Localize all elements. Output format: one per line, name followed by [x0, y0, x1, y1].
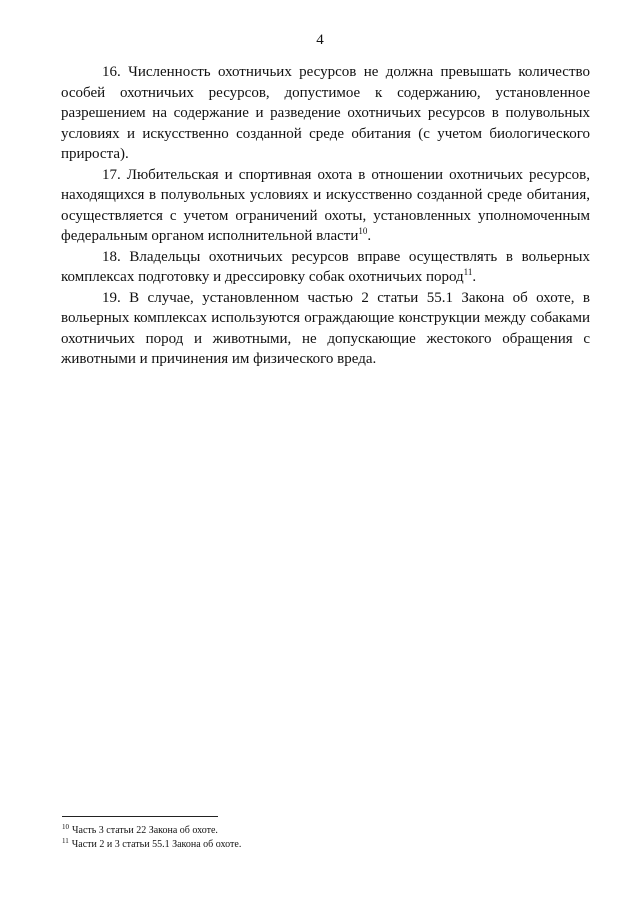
paragraph-text: 19. В случае, установленном частью 2 статьи 55.1 Закона об охоте, в вольерных комплексах используются ограждающие конструкции между собаками охотничьих пород и животными, не допускающие жестокого обращения с животными и причинения им физического вреда.: [61, 289, 590, 367]
footnote-text: Часть 3 статьи 22 Закона об охоте.: [72, 825, 218, 836]
paragraph-16: [61, 62, 590, 165]
paragraph-17: [61, 165, 590, 247]
paragraph-19: [61, 288, 590, 370]
footnote-number: 11: [62, 837, 69, 845]
footnote-number: 10: [62, 823, 69, 831]
paragraph-18: [61, 247, 590, 288]
footnote-text: Части 2 и 3 статьи 55.1 Закона об охоте.: [71, 839, 242, 850]
page-number: 4: [316, 32, 324, 48]
paragraph-tail: .: [367, 228, 372, 244]
paragraph-text: 17. Любительская и спортивная охота в отношении охотничьих ресурсов, находящихся в полувольных условиях и искусственно созданной среде обитания, осуществляется с учетом ограничений охоты, установленных уполномоченным федеральным органом исполнительной власти: [61, 166, 590, 244]
paragraph-text: 18. Владельцы охотничьих ресурсов вправе осуществлять в вольерных комплексах подготовку и дрессировку собак охотничьих пород: [61, 248, 590, 285]
document-body: [61, 62, 590, 370]
footnote-10: [62, 824, 582, 838]
paragraph-tail: .: [472, 269, 477, 285]
footnote-reference: 11: [463, 267, 473, 277]
paragraph-text: 16. Численность охотничьих ресурсов не должна превышать количество особей охотничьих ресурсов, допустимое к содержанию, установленное разрешением на содержание и разведение охотничьих ресурсов в полувольных условиях и искусственно созданной среде обитания (с учетом биологического прироста).: [61, 64, 590, 162]
footnote-11: [62, 838, 582, 852]
footnote-reference: 10: [358, 226, 368, 236]
footnote-separator: [62, 816, 218, 817]
footnotes: [62, 824, 582, 852]
